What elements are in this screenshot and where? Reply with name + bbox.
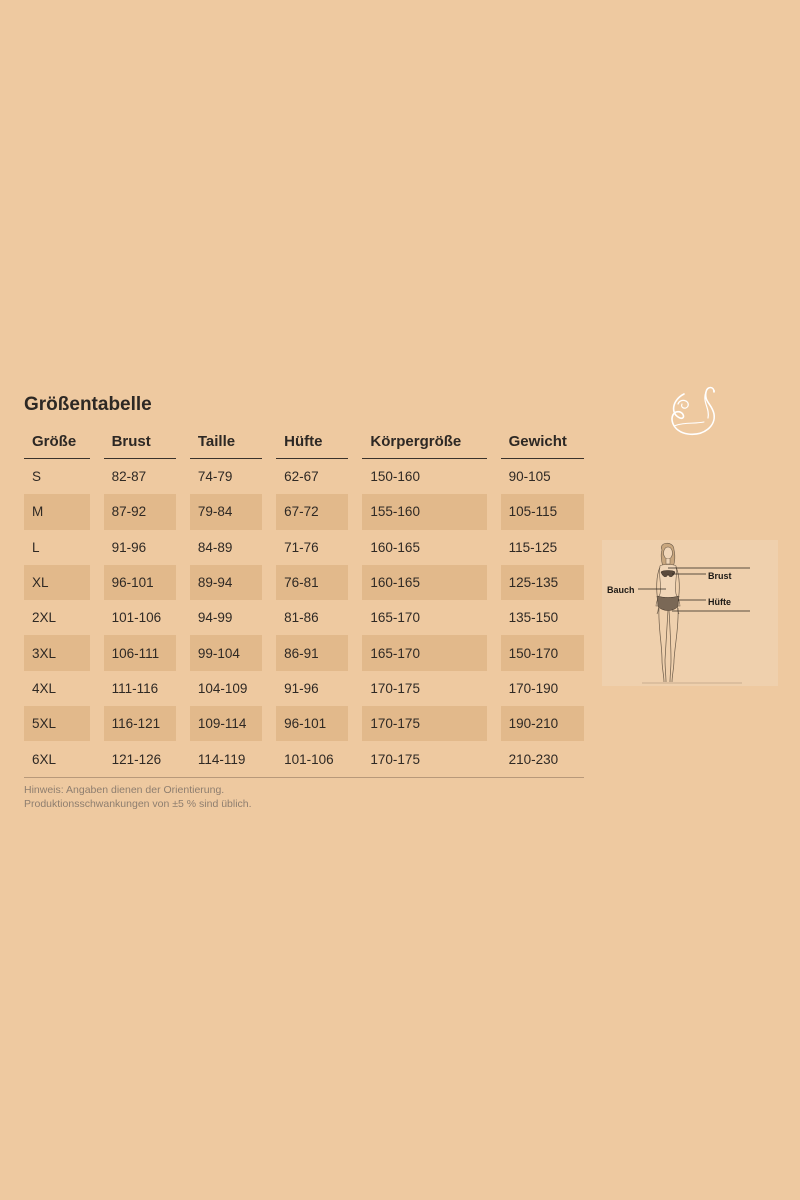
table-cell: 125-135 <box>501 565 584 600</box>
column-header-size: Größe <box>24 425 90 459</box>
table-cell: 62-67 <box>284 469 319 485</box>
table-cell: 3XL <box>24 635 90 670</box>
table-cell: 82-87 <box>111 469 147 485</box>
table-cell: 115-125 <box>508 539 558 555</box>
table-cell: 74-79 <box>197 469 233 485</box>
table-cell: 5XL <box>24 706 90 741</box>
table-cell: 116-121 <box>104 706 176 741</box>
table-cell: 89-94 <box>190 565 262 600</box>
table-cell: 99-104 <box>190 635 262 670</box>
table-row <box>24 494 584 529</box>
table-cell: 79-84 <box>190 494 262 529</box>
table-cell: 170-190 <box>508 680 559 696</box>
table-cell: 87-92 <box>104 494 176 529</box>
table-cell: XL <box>24 565 90 600</box>
table-cell: 114-119 <box>197 751 246 767</box>
table-row <box>24 530 584 565</box>
column-header-chest: Brust <box>104 425 176 459</box>
table-cell: 76-81 <box>276 565 348 600</box>
table-cell: 4XL <box>32 680 57 696</box>
table-cell: 67-72 <box>276 494 348 529</box>
table-row <box>24 671 584 706</box>
table-cell: 105-115 <box>501 494 584 529</box>
table-cell: 96-101 <box>104 565 176 600</box>
table-cell: L <box>32 539 40 555</box>
column-header-waist: Taille <box>190 425 262 459</box>
table-cell: 91-96 <box>111 539 147 555</box>
table-cell: 71-76 <box>284 539 319 555</box>
table-cell: 109-114 <box>190 706 262 741</box>
swan-logo-icon <box>664 382 724 442</box>
table-cell: 170-175 <box>370 751 420 767</box>
measurement-figure <box>602 540 778 686</box>
table-cell: 155-160 <box>362 494 486 529</box>
table-cell: 170-175 <box>362 706 486 741</box>
table-cell: 101-106 <box>284 751 334 767</box>
table-row <box>24 600 584 635</box>
table-header-row <box>24 425 584 459</box>
page-title: Größentabelle <box>24 394 152 415</box>
column-header-weight: Gewicht <box>501 425 584 459</box>
table-cell: 160-165 <box>362 565 486 600</box>
figure-label-belly: Bauch <box>607 585 635 595</box>
table-cell: 81-86 <box>284 610 319 626</box>
table-cell: 94-99 <box>197 610 233 626</box>
table-cell: 101-106 <box>111 610 162 626</box>
table-row <box>24 741 584 776</box>
table-cell: 104-109 <box>197 680 248 696</box>
table-bottom-divider <box>24 777 584 778</box>
table-cell: 160-165 <box>370 539 420 555</box>
size-table <box>10 425 598 777</box>
table-cell: 90-105 <box>508 469 551 485</box>
note-line-2: Produktionsschwankungen von ±5 % sind üblich. <box>24 797 252 810</box>
figure-label-chest: Brust <box>708 571 732 581</box>
table-cell: 150-160 <box>370 469 420 485</box>
table-cell: 165-170 <box>370 610 420 626</box>
table-cell: 165-170 <box>362 635 486 670</box>
table-row <box>24 459 584 494</box>
table-row <box>24 565 584 600</box>
table-cell: M <box>24 494 90 529</box>
table-cell: 150-170 <box>501 635 584 670</box>
table-cell: 190-210 <box>501 706 584 741</box>
table-cell: 86-91 <box>276 635 348 670</box>
woman-figure-icon <box>602 540 778 686</box>
table-cell: 6XL <box>32 751 57 767</box>
table-row <box>24 706 584 741</box>
table-cell: 210-230 <box>508 751 559 767</box>
note-line-1: Hinweis: Angaben dienen der Orientierung. <box>24 784 225 796</box>
table-cell: 2XL <box>32 610 57 626</box>
column-header-height: Körpergröße <box>362 425 486 459</box>
disclaimer-note <box>24 784 424 811</box>
table-cell: 96-101 <box>276 706 348 741</box>
table-cell: 170-175 <box>370 680 420 696</box>
table-cell: 121-126 <box>111 751 162 767</box>
figure-label-hip: Hüfte <box>708 597 731 607</box>
table-cell: 135-150 <box>508 610 559 626</box>
table-cell: 84-89 <box>197 539 233 555</box>
column-header-hip: Hüfte <box>276 425 348 459</box>
table-cell: 91-96 <box>284 680 319 696</box>
table-cell: 106-111 <box>104 635 176 670</box>
table-row <box>24 635 584 670</box>
table-cell: 111-116 <box>111 680 159 696</box>
table-cell: S <box>32 469 42 485</box>
